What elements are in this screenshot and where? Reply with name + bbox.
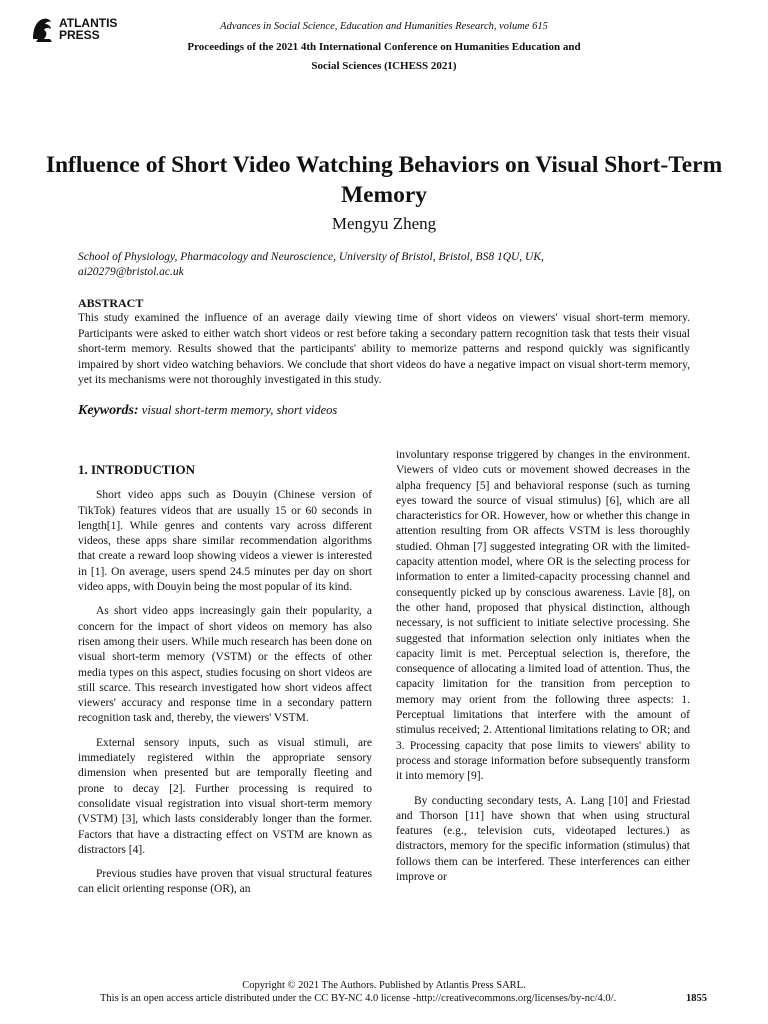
copyright-notice: Copyright © 2021 The Authors. Published by Atlantis Press SARL. <box>242 980 526 991</box>
keywords-value: visual short-term memory, short videos <box>141 403 338 417</box>
abstract-text: This study examined the influence of an average daily viewing time of short videos on viewers' visual short-term memory. Participants were asked to either watch short videos or rest before taking a secondary pattern recognition task that tests their visual short-term memory. Results showed that the participants' ability to memorize patterns and respond quickly was significantly impaired by short video watching behaviors. We conclude that short videos do have a negative impact on visual short-term memory, yet its mechanisms were not thoroughly investigated in this study. <box>78 312 690 386</box>
author-affiliation <box>78 250 698 280</box>
left-column <box>78 448 372 907</box>
author-name: Mengyu Zheng <box>331 214 437 233</box>
publisher-name-line1: ATLANTIS <box>59 16 118 30</box>
abstract-heading: ABSTRACT <box>78 296 144 310</box>
keywords-label: Keywords: <box>78 403 139 418</box>
body-paragraph: External sensory inputs, such as visual stimuli, are immediately registered within the appropriate sensory dimension when presented but are temporally fleeting and prone to decay [2]. Further processing is required to consolidate visual registration into visual short-term memory (VSTM) [3], which lasts considerably longer than the former. Factors that have a distracting effect on VSTM are known as distractors [4]. <box>78 736 372 856</box>
right-column <box>396 448 690 894</box>
series-title: Advances in Social Science, Education and Humanities Research, volume 615 <box>220 21 548 32</box>
page-number: 1855 <box>686 993 707 1004</box>
publisher-name-line2: PRESS <box>59 28 100 42</box>
proceedings-line-2: Social Sciences (ICHESS 2021) <box>311 60 457 72</box>
body-paragraph: Short video apps such as Douyin (Chinese version of TikTok) features videos that are usually 15 or 60 seconds in length[1]. While genres and contents vary across different videos, these apps share similar recommendation algorithms that create a reward loop showing videos a viewer is interested in [1]. On average, users spend 24.5 minutes per day on short video apps, with Douyin being the most popular of its kind. <box>78 489 372 594</box>
license-notice: This is an open access article distributed under the CC BY-NC 4.0 license -http://creativecommons.org/licenses/by-nc/4.0/. <box>100 993 617 1004</box>
keywords <box>78 403 337 419</box>
body-paragraph: As short video apps increasingly gain their popularity, a concern for the impact of short videos on memory has also risen among their users. While much research has been done on visual short-term memory (VSTM) or the effects of other media types on this aspect, studies focusing on short videos are still scarce. This research investigated how short videos affect viewers' accuracy and response time in a secondary pattern recognition task and, thereby, the viewers' VSTM. <box>78 605 372 725</box>
section-heading: 1. INTRODUCTION <box>78 462 196 477</box>
paper-title: Influence of Short Video Watching Behaviors on Visual Short-Term Memory <box>45 152 723 208</box>
proceedings-title <box>160 38 608 76</box>
author-email: ai20279@bristol.ac.uk <box>78 266 184 278</box>
body-paragraph: By conducting secondary tests, A. Lang [10] and Friestad and Thorson [11] have shown that when using structural features (e.g., television cuts, videotaped lectures.) as distractors, memory for the specific information (stimulus) that follows them can be interfered. These interferences can either improve or <box>396 794 690 884</box>
affiliation-line-1: School of Physiology, Pharmacology and Neuroscience, University of Bristol, Bristol, BS8 1QU, UK, <box>78 251 544 263</box>
body-paragraph: Previous studies have proven that visual structural features can elicit orienting response (OR), an <box>78 868 372 896</box>
proceedings-line-1: Proceedings of the 2021 4th International Conference on Humanities Education and <box>187 41 581 53</box>
body-paragraph: involuntary response triggered by changes in the environment. Viewers of video cuts or movement showed decreases in the alpha frequency [5] and behavioral response (such as turning eyes toward the source of visual stimulus) [6], which are all characteristics for OR. However, how or whether this change in attention resulting from OR affects VSTM is less thoroughly studied. Ohman [7] suggested integrating OR with the limited-capacity attention model, where OR is the selecting process for information to enter a limited-capacity processing channel and consequently picked up by conscious awareness. Lavie [8], on the other hand, proposed that physical distinction, although necessary, is not sufficient to initiate selective processing. She suggested that information selection only initiates when the capacity limit is met. Perceptual selection is, therefore, the consequence of allocating a limited load of attention. Thus, the capacity limitation for the transition from perception to memory may orient from the following three aspects: 1. Perceptual limitations that interfere with the amount of stimulus received; 2. Attentional limitations relating to OR; and 3. Processing capacity that pose limits to viewers' ability to process and storage information before subsequently transform it into memory [9]. <box>396 449 690 783</box>
